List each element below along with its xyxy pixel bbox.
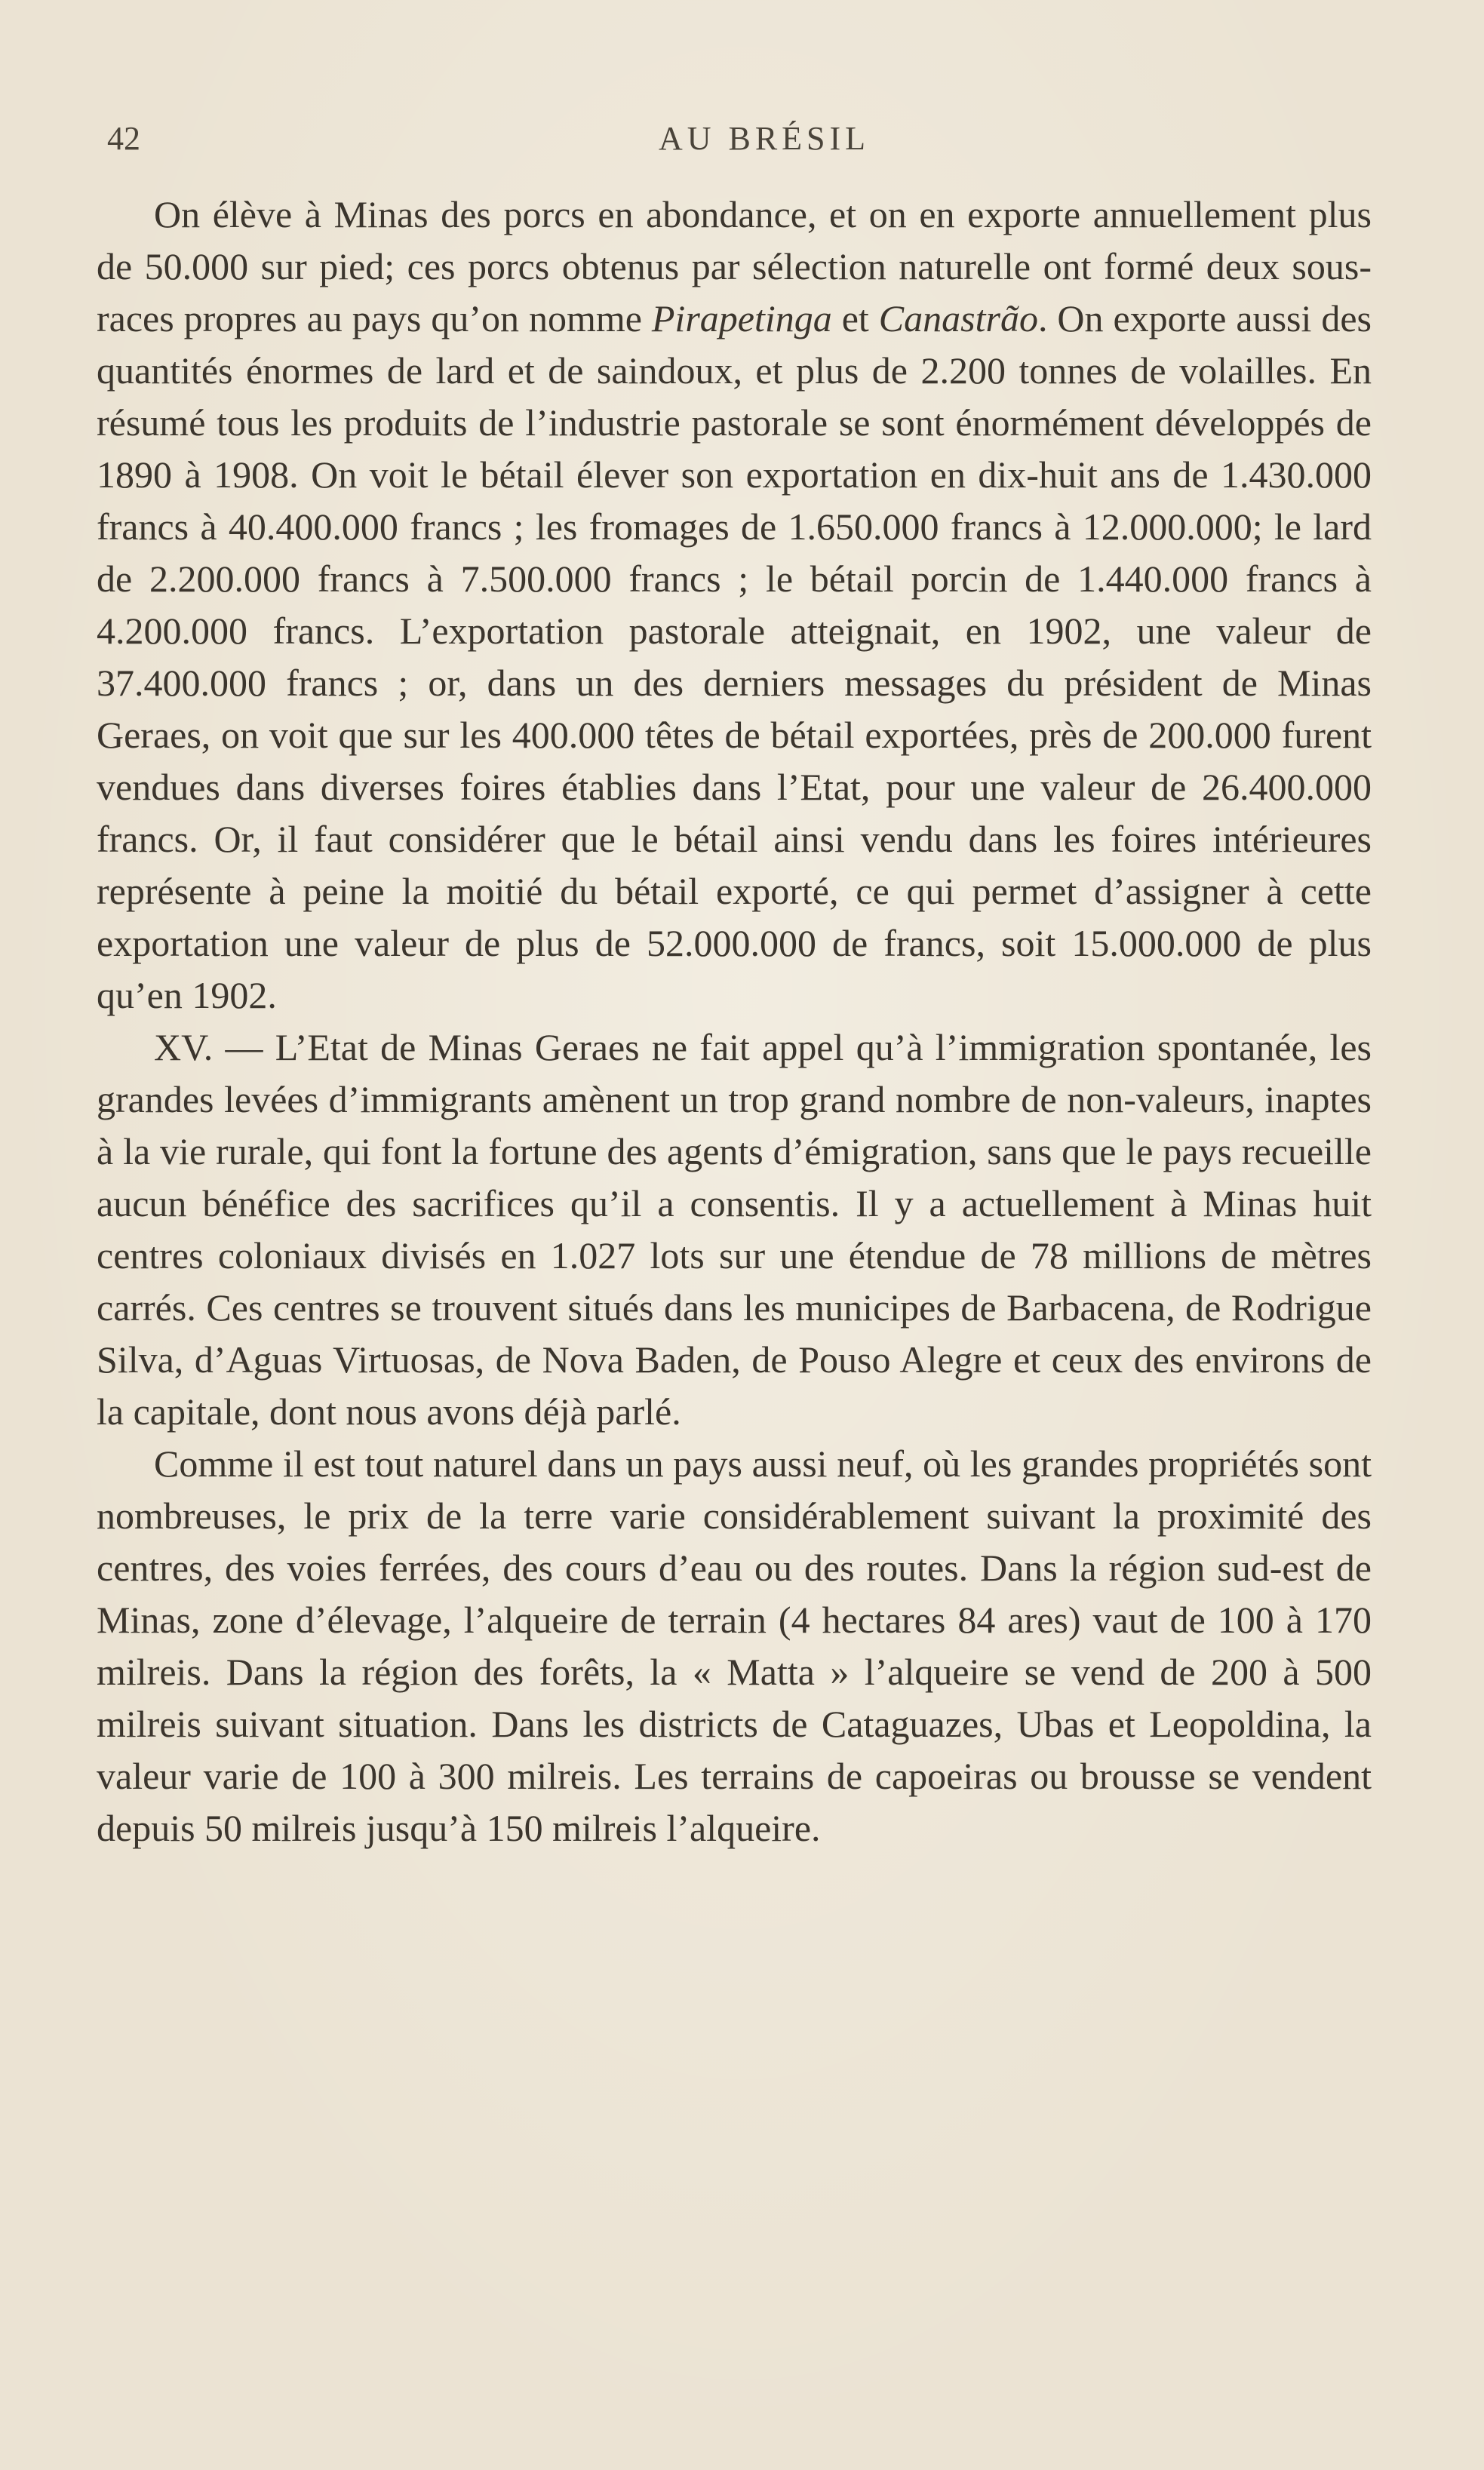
breed-name-pirapetinga: Pirapetinga (651, 297, 832, 339)
paragraph-text: et (831, 297, 879, 339)
paragraph-text: . On exporte aussi des quantités énormes de lard et de saindoux, et plus de 2.200 tonnes de volailles. En résumé tous les produits de l’industrie pastorale se sont énormément développés de 1890 à 1908. On voit le bétail élever son exportation en dix-huit ans de 1.430.000 francs à 40.400.000 francs ; les fromages de 1.650.000 francs à 12.000.000; le lard de 2.200.000 francs à 7.500.000 francs ; le bétail porcin de 1.440.000 francs à 4.200.000 francs. L’exportation pastorale atteignait, en 1902, une valeur de 37.400.000 francs ; or, dans un des derniers messages du président de Minas Geraes, on voit que sur les 400.000 têtes de bétail exportées, près de 200.000 furent vendues dans diverses foires établies dans l’Etat, pour une valeur de 26.400.000 francs. Or, il faut considérer que le bétail ainsi vendu dans les foires intérieures représente à peine la moitié du bétail exporté, ce qui permet d’assigner à cette exportation une valeur de plus de 52.000.000 de francs, soit 15.000.000 de plus qu’en 1902. (97, 297, 1372, 1016)
body-text (97, 189, 1372, 1854)
breed-name-canastrao: Canastrão (878, 297, 1038, 339)
paragraph-text: On élève à Minas des porcs en abondance, et on en exporte annuellement plus de 50.000 sur pied; ces porcs obtenus par sélection naturelle ont formé deux sous-races propres au pays qu’on nomme (97, 193, 1372, 339)
paragraph-livestock-exports (97, 189, 1372, 1021)
page-number: 42 (107, 120, 140, 157)
paragraph-immigration: XV. — L’Etat de Minas Geraes ne fait appel qu’à l’immigration spontanée, les grandes levées d’immigrants amènent un trop grand nombre de non-valeurs, inaptes à la vie rurale, qui font la fortune des agents d’émigration, sans que le pays recueille aucun bénéfice des sacrifices qu’il a consentis. Il y a actuellement à Minas huit centres coloniaux divisés en 1.027 lots sur une étendue de 78 millions de mètres carrés. Ces centres se trouvent situés dans les municipes de Barbacena, de Rodrigue Silva, d’Aguas Virtuosas, de Nova Baden, de Pouso Alegre et ceux des environs de la capitale, dont nous avons déjà parlé. (97, 1026, 1372, 1433)
paragraph-land-prices: Comme il est tout naturel dans un pays aussi neuf, où les grandes propriétés sont nombreuses, le prix de la terre varie considérablement suivant la proximité des centres, des voies ferrées, des cours d’eau ou des routes. Dans la région sud-est de Minas, zone d’élevage, l’alqueire de terrain (4 hectares 84 ares) vaut de 100 à 170 milreis. Dans la région des forêts, la « Matta » l’alqueire se vend de 200 à 500 milreis suivant situation. Dans les districts de Cataguazes, Ubas et Leopoldina, la valeur varie de 100 à 300 milreis. Les terrains de capoeiras ou brousse se vendent depuis 50 milreis jusqu’à 150 milreis l’alqueire. (97, 1442, 1372, 1849)
running-head (97, 119, 1372, 164)
running-title: AU BRÉSIL (658, 120, 871, 157)
